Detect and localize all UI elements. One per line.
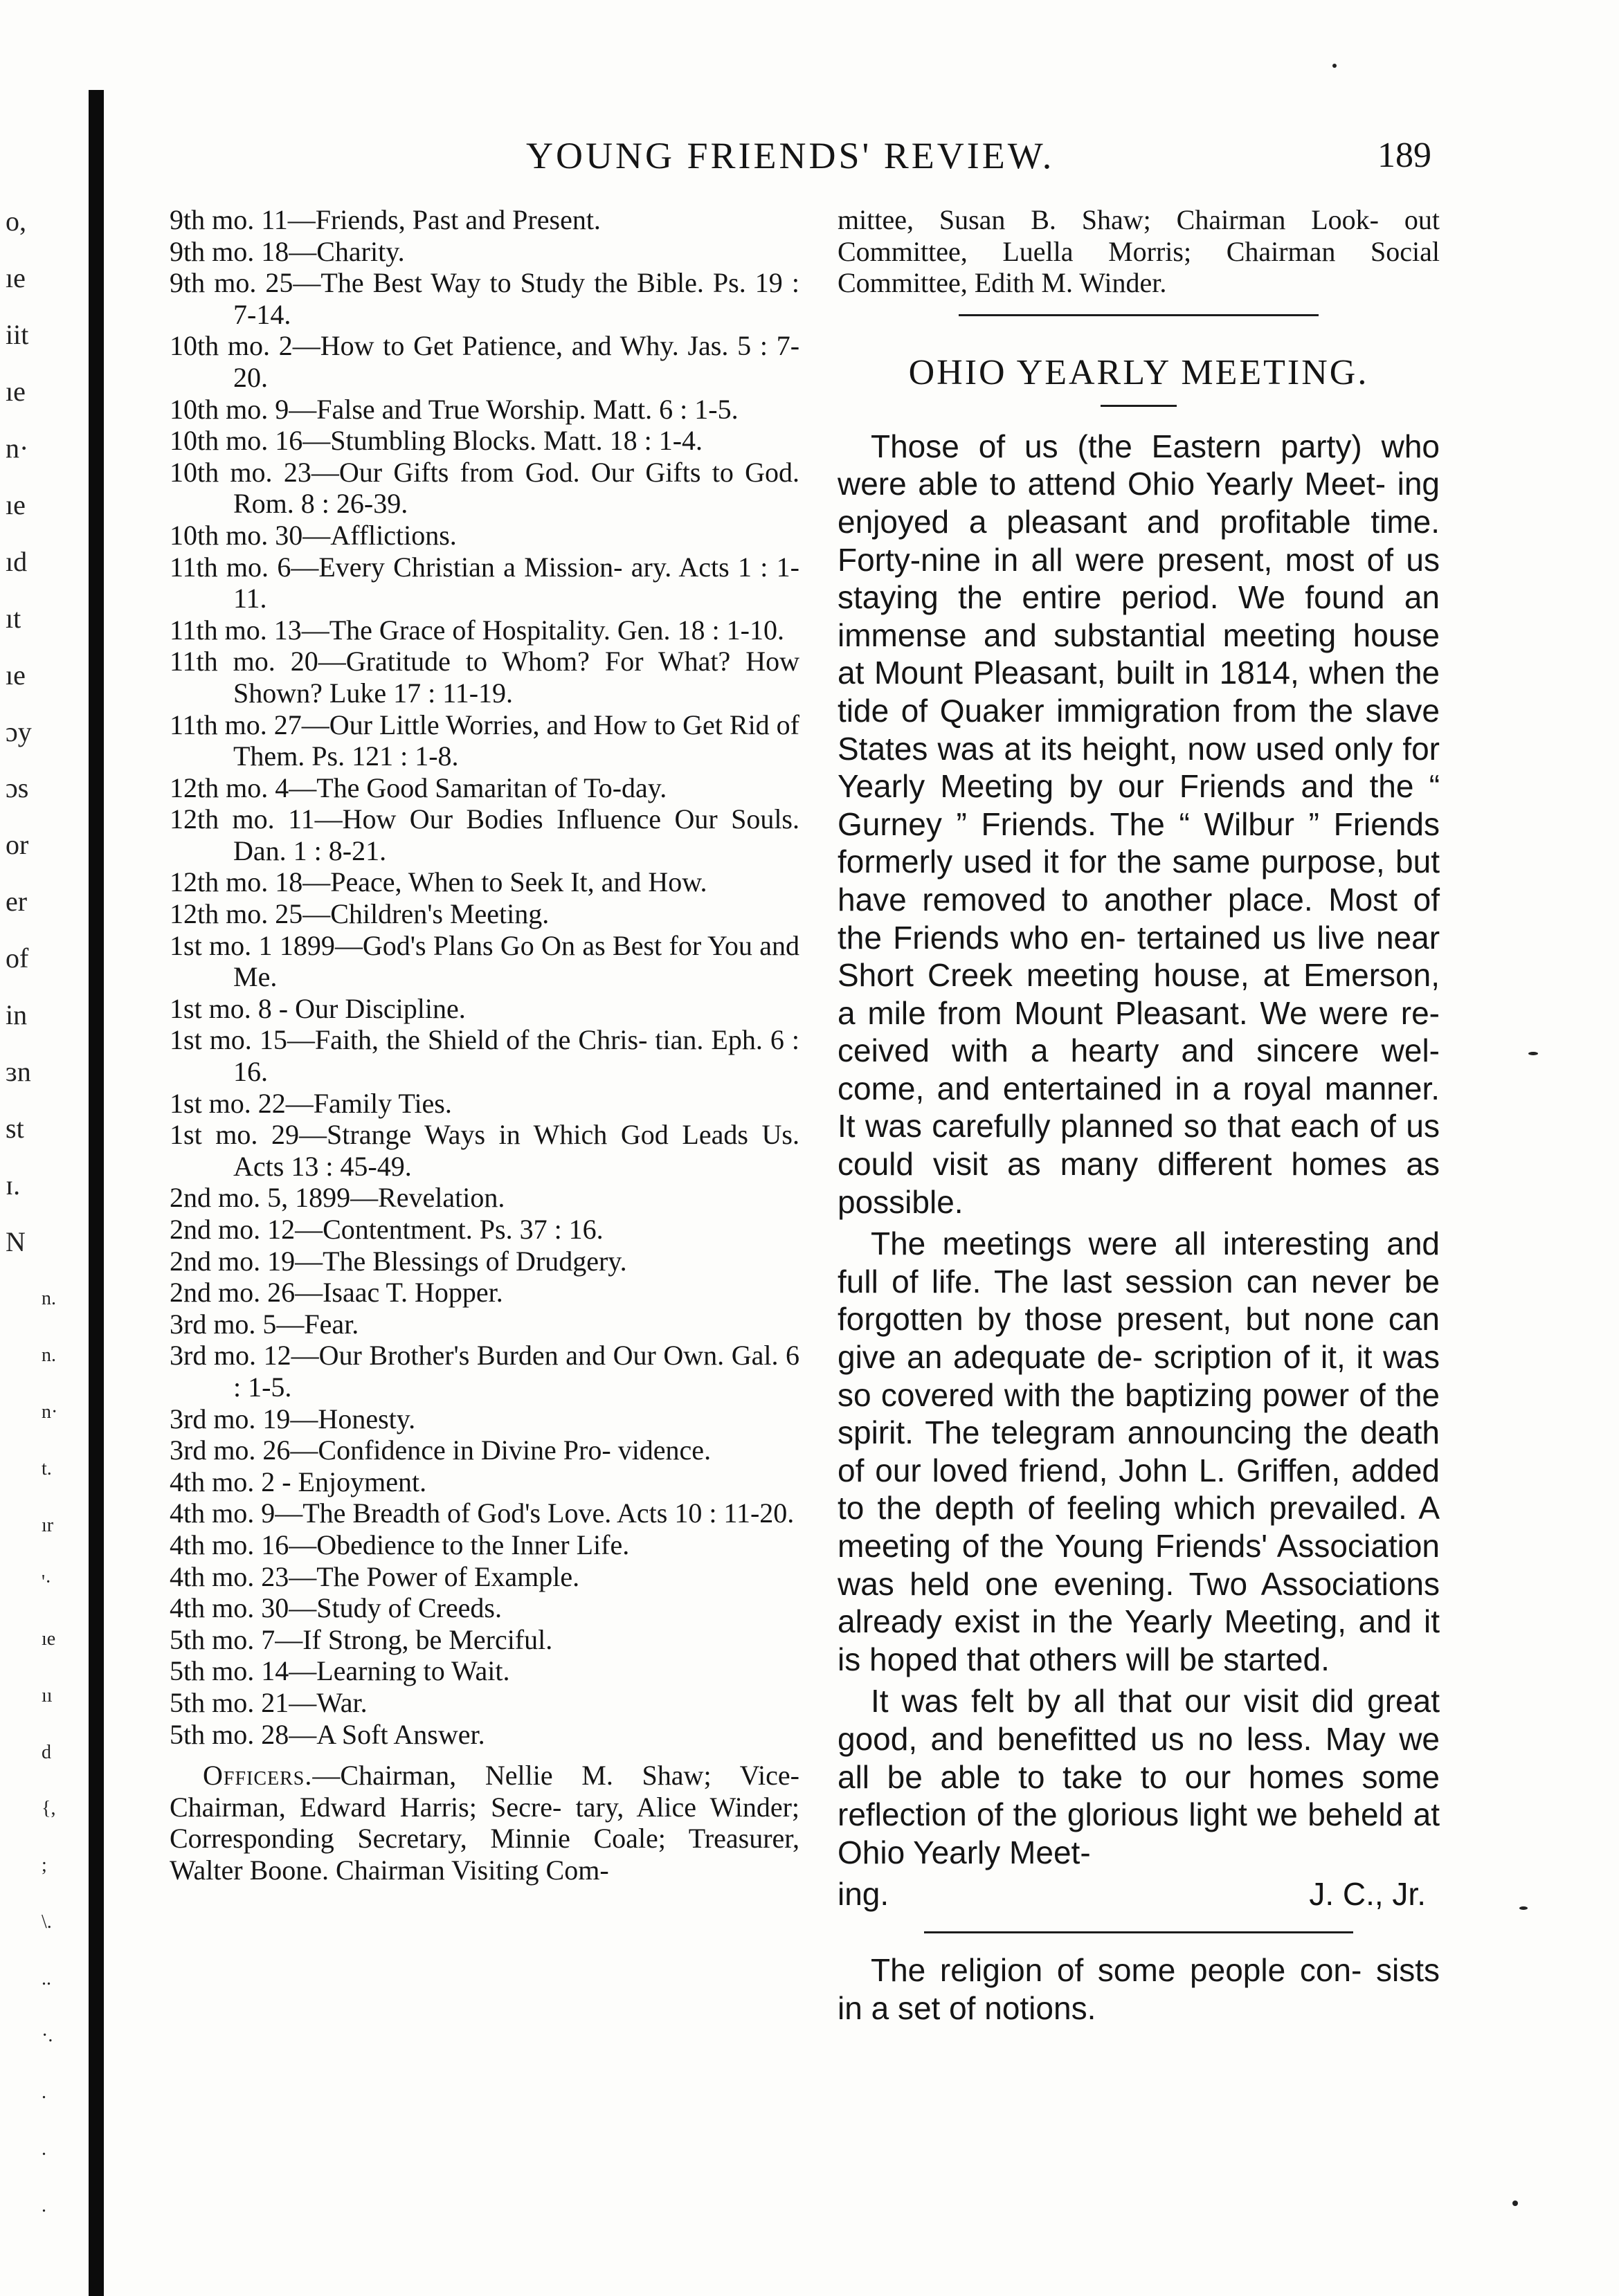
- paragraph-line: Meeting by our Friends and the: [940, 768, 1414, 805]
- topic-line: 1st mo. 22—Family Ties.: [170, 1087, 452, 1119]
- topic-entry: [170, 520, 799, 552]
- paragraph-line: tertained us live near Short Creek: [838, 919, 1440, 994]
- topic-entry: [170, 204, 799, 236]
- officers-paragraph: [170, 1760, 799, 1886]
- scan-speck: [1519, 1906, 1528, 1910]
- topic-entry: [170, 1024, 799, 1087]
- topic-line: 10th mo. 30—Afflictions.: [170, 519, 457, 551]
- continuation-line: out Committee, Luella Morris; Chairman: [838, 204, 1440, 267]
- paragraph-line: ing enjoyed a pleasant and profitable: [838, 466, 1440, 540]
- topic-line: 10th mo. 16—Stumbling Blocks. Matt.: [170, 425, 603, 457]
- topic-list: [170, 204, 799, 1750]
- topic-line: 18 : 1-4.: [609, 425, 703, 457]
- paragraph-line: place. Most of the Friends who en-: [838, 881, 1440, 956]
- topic-line: 2nd mo. 5, 1899—Revelation.: [170, 1182, 505, 1214]
- topic-line: 5th mo. 14—Learning to Wait.: [170, 1655, 510, 1687]
- paragraph-line: come, and entertained in a royal: [838, 1070, 1312, 1106]
- article-paragraph: [838, 1682, 1440, 1871]
- topic-line: 2nd mo. 19—The Blessings of Drudgery.: [170, 1245, 627, 1277]
- officers-line: Secretary, Minnie Coale; Treasurer,: [357, 1823, 799, 1855]
- topic-line: 4th mo. 9—The Breadth of God's Love.: [170, 1497, 612, 1529]
- paragraph-line: telegram announcing the death of our: [838, 1414, 1440, 1488]
- bleed-fragment: ɔy: [6, 716, 32, 747]
- topic-line: tian. Eph. 6 : 16.: [233, 1024, 799, 1088]
- topic-line: Our Own. Gal. 6 : 1-5.: [233, 1340, 800, 1403]
- bleed-fragment: ɪ.: [6, 1169, 21, 1201]
- topic-line: 11th mo. 20—Gratitude to Whom? For: [170, 646, 644, 677]
- bleed-fragment: {,: [42, 1798, 56, 1819]
- bleed-fragment: ɔs: [6, 772, 29, 803]
- page-number: 189: [1377, 136, 1431, 175]
- officers-continuation: [838, 204, 1440, 299]
- topic-line: Gen. 18 : 1-10.: [617, 614, 784, 646]
- topic-entry: [170, 1466, 799, 1498]
- bleed-fragment: ıe: [6, 262, 26, 293]
- topic-line: Leads Us. Acts 13 : 45-49.: [233, 1119, 799, 1182]
- bleed-fragment: of: [6, 942, 29, 974]
- author-signature: J. C., Jr.: [1309, 1876, 1426, 1913]
- topic-entry: [170, 267, 799, 330]
- paragraph-line: Yearly Meeting, and it is hoped that: [838, 1603, 1440, 1677]
- topic-line: and How.: [601, 866, 707, 898]
- paragraph-line: from Mount Pleasant. We were re-: [938, 994, 1440, 1031]
- paragraph-line: purpose, but have removed to another: [838, 844, 1440, 918]
- topic-line: 1-8.: [415, 740, 459, 772]
- paragraph-line: The meetings were all interesting: [871, 1226, 1370, 1262]
- aphorism-line: sists in a set of notions.: [838, 1951, 1440, 2026]
- paragraph-line: most of us staying the entire period.: [838, 541, 1440, 616]
- paragraph-line: light we beheld at Ohio Yearly Meet-: [838, 1796, 1440, 1870]
- bleed-fragment: .: [42, 2195, 46, 2216]
- article-column: [838, 204, 1440, 2031]
- bleed-fragment: .: [42, 2138, 46, 2160]
- bleed-fragment: ıe: [42, 1628, 56, 1650]
- bleed-fragment: ..: [42, 1968, 51, 1989]
- paragraph-line: at its height, now used only for Yearly: [838, 730, 1440, 805]
- paragraph-line: homes some reflection of the glorious: [838, 1758, 1440, 1833]
- topic-line: 10th mo. 23—Our Gifts from God. Our: [170, 456, 635, 488]
- topic-line: 12th mo. 11—How Our Bodies Influence: [170, 803, 661, 835]
- bleed-fragment: ;: [42, 1855, 47, 1876]
- topic-line: 1st mo. 29—Strange Ways in Which God: [170, 1119, 669, 1151]
- topic-line: 11th mo. 6—Every Christian a Mission-: [170, 551, 623, 583]
- paragraph-line: never be forgotten by those present,: [838, 1263, 1440, 1338]
- topic-line: 10th mo. 2—How to Get Patience, and: [170, 330, 612, 362]
- topic-entry: [170, 614, 799, 646]
- topic-entry: [170, 1340, 799, 1403]
- bleed-fragment: st: [6, 1113, 24, 1144]
- paragraph-line: time. Forty-nine in all were present,: [838, 503, 1440, 578]
- topic-entry: [170, 236, 799, 268]
- paragraph-line: that each of us could visit as many: [838, 1108, 1440, 1183]
- section-divider: [959, 314, 1319, 316]
- closing-aphorism: [838, 1951, 1440, 2027]
- paragraph-line: were able to attend Ohio Yearly Meet-: [838, 466, 1386, 502]
- topic-line: Bible. Ps. 19 : 7-14.: [233, 267, 800, 330]
- topic-entry: [170, 803, 799, 866]
- paragraph-line: Friends formerly used it for the same: [838, 805, 1440, 880]
- topic-line: 1st mo. 8 - Our Discipline.: [170, 992, 466, 1024]
- paragraph-line: “ Gurney ” Friends. The “ Wilbur ”: [838, 768, 1440, 842]
- paragraph-line: and full of life. The last session can: [838, 1226, 1440, 1300]
- last-line: ing.: [838, 1876, 889, 1913]
- paragraph-line: different homes as possible.: [838, 1146, 1440, 1220]
- topic-line: To-day.: [584, 772, 667, 803]
- topic-line: 9th mo. 18—Charity.: [170, 235, 405, 267]
- topic-line: 1st mo. 15—Faith, the Shield of the Chris-: [170, 1024, 648, 1056]
- bleed-fragment: ır: [42, 1515, 54, 1536]
- topic-entry: [170, 1309, 799, 1340]
- officers-label: Officers.: [203, 1760, 313, 1792]
- bleed-fragment: or: [6, 829, 29, 860]
- topic-line: 4th mo. 2 - Enjoyment.: [170, 1466, 427, 1497]
- topic-entry: [170, 930, 799, 993]
- topic-entry: [170, 1214, 799, 1246]
- topic-entry: [170, 1561, 799, 1593]
- bleed-fragment: er: [6, 886, 28, 917]
- paragraph-line: ceived with a hearty and sincere wel-: [838, 1032, 1440, 1069]
- topic-entry: [170, 1529, 799, 1561]
- topic-entry: [170, 1119, 799, 1182]
- topic-line: 5th mo. 7—If Strong, be Merciful.: [170, 1623, 553, 1655]
- topic-entry: [170, 1624, 799, 1656]
- paragraph-line: May we all be able to take to our: [838, 1720, 1440, 1795]
- topic-line: 3rd mo. 26—Confidence in Divine Pro-: [170, 1434, 611, 1466]
- scan-speck: [1528, 1052, 1538, 1055]
- topic-entry: [170, 1497, 799, 1529]
- bleed-fragment: ɜn: [6, 1056, 31, 1087]
- bleed-fragment: ıe: [6, 659, 26, 691]
- bleed-fragment: n.: [42, 1345, 56, 1366]
- paragraph-line: We found an immense and substantial: [838, 579, 1440, 653]
- topic-line: 9th mo. 25—The Best Way to Study the: [170, 267, 628, 299]
- topic-line: Matt. 6 : 1-5.: [593, 393, 739, 425]
- officers-line: —Chairman, Nellie M. Shaw;: [312, 1760, 712, 1792]
- topic-entry: [170, 646, 799, 709]
- bleed-fragment: n·: [42, 1401, 58, 1423]
- paragraph-line: others will be started.: [1029, 1641, 1330, 1677]
- scan-speck: [1512, 2201, 1518, 2206]
- topic-line: 12th mo. 4—The Good Samaritan of: [170, 772, 577, 803]
- topic-line: 2nd mo. 26—Isaac T. Hopper.: [170, 1277, 503, 1309]
- paragraph-line: scription of it, it was so covered with: [838, 1339, 1440, 1413]
- officers-line: Vice-Chairman, Edward Harris; Secre-: [170, 1760, 799, 1823]
- paragraph-line: manner. It was carefully planned so: [838, 1070, 1440, 1145]
- topic-line: Acts 10 : 11-20.: [617, 1497, 795, 1529]
- topic-entry: [170, 1088, 799, 1120]
- bleed-fragment: '·: [42, 1571, 52, 1593]
- topic-entry: [170, 1592, 799, 1624]
- topic-line: 3rd mo. 5—Fear.: [170, 1308, 359, 1340]
- topic-entry: [170, 457, 799, 520]
- bleed-fragment: in: [6, 999, 28, 1030]
- section-heading: OHIO YEARLY MEETING.: [908, 352, 1369, 392]
- topic-line: 5th mo. 28—A Soft Answer.: [170, 1718, 485, 1750]
- bleed-fragment: ıe: [6, 489, 26, 520]
- bleed-fragment: ıd: [6, 546, 28, 577]
- topic-line: 3rd mo. 12—Our Brother's Burden and: [170, 1340, 606, 1372]
- paragraph-line: Association was held one evening.: [838, 1528, 1440, 1602]
- topic-line: Gifts to God. Rom. 8 : 26-39.: [233, 456, 800, 520]
- facing-page-bleed-through: [0, 208, 76, 2284]
- bleed-fragment: ıe: [6, 376, 26, 407]
- bleed-fragment: ıt: [6, 603, 21, 634]
- paragraph-line: the depth of feeling which prevailed.: [877, 1490, 1407, 1527]
- topic-entry: [170, 425, 799, 457]
- topic-line: 12th mo. 25—Children's Meeting.: [170, 898, 550, 930]
- paragraph-line: meeting house, at Emerson, a mile: [838, 957, 1440, 1031]
- topic-entry: [170, 1246, 799, 1277]
- topic-line: 1st mo. 1 1899—God's Plans Go On as: [170, 929, 606, 961]
- topic-line: 4th mo. 30—Study of Creeds.: [170, 1592, 502, 1624]
- heading-rule: [1101, 405, 1177, 407]
- bleed-fragment: ·.: [42, 2025, 53, 2046]
- paragraph-line: immigration from the slave States was: [838, 692, 1440, 767]
- article-paragraph: [838, 1225, 1440, 1678]
- paragraph-line: loved friend, John L. Griffen, added to: [838, 1452, 1440, 1527]
- bleed-fragment: n·: [6, 432, 29, 464]
- topic-entry: [170, 1403, 799, 1435]
- topic-line: How to Get Rid of Them. Ps. 121 :: [233, 709, 800, 772]
- topic-entry: [170, 1655, 799, 1687]
- section-divider: [924, 1931, 1353, 1933]
- article-paragraph: [838, 428, 1440, 1221]
- topic-entry: [170, 898, 799, 930]
- topic-entry: [170, 709, 799, 772]
- topic-entry: [170, 1182, 799, 1214]
- paragraph-line: the baptizing power of the spirit. The: [838, 1376, 1440, 1451]
- topic-entry: [170, 1719, 799, 1751]
- topic-line: 5th mo. 21—War.: [170, 1686, 368, 1718]
- topic-line: 11th mo. 13—The Grace of Hospitality.: [170, 614, 610, 646]
- aphorism-line: The religion of some people con-: [871, 1951, 1362, 1988]
- topic-line: vidence.: [617, 1434, 712, 1466]
- bleed-fragment: N: [6, 1226, 26, 1257]
- topic-line: 10th mo. 9—False and True Worship.: [170, 393, 586, 425]
- bleed-fragment: t.: [42, 1458, 52, 1479]
- bleed-fragment: .: [42, 2081, 46, 2103]
- bleed-fragment: o,: [6, 206, 26, 237]
- paragraph-line: great good, and benefitted us no less.: [838, 1683, 1440, 1757]
- programme-column: [170, 204, 799, 1886]
- paragraph-line: Two Associations already exist in the: [838, 1565, 1440, 1640]
- topic-line: Why. Jas. 5 : 7-20.: [233, 330, 800, 393]
- topic-entry: [170, 394, 799, 426]
- topic-line: 11-19.: [442, 677, 514, 709]
- binding-edge-shadow: [89, 90, 104, 2296]
- topic-line: 9th mo. 11—Friends, Past and Present.: [170, 204, 601, 235]
- topic-line: 2nd mo. 12—Contentment. Ps. 37 : 16.: [170, 1214, 604, 1245]
- paragraph-line: Those of us (the Eastern party) who: [871, 428, 1440, 464]
- continuation-line: Social Committee, Edith M. Winder.: [838, 235, 1440, 299]
- topic-line: What? How Shown? Luke 17 :: [233, 646, 800, 709]
- bleed-fragment: ıı: [42, 1685, 53, 1706]
- topic-entry: [170, 1277, 799, 1309]
- topic-line: 4th mo. 23—The Power of Example.: [170, 1560, 580, 1592]
- topic-entry: [170, 552, 799, 614]
- topic-entry: [170, 330, 799, 393]
- continuation-line: mittee, Susan B. Shaw; Chairman Look-: [838, 204, 1380, 235]
- paragraph-line: meeting house at Mount Pleasant,: [838, 617, 1440, 691]
- paragraph-line: A meeting of the Young Friends': [838, 1490, 1440, 1564]
- bleed-fragment: \.: [42, 1911, 52, 1933]
- running-title: YOUNG FRIENDS' REVIEW.: [526, 135, 1055, 176]
- topic-line: ary. Acts 1 : 1-11.: [233, 551, 799, 614]
- bleed-fragment: d: [42, 1742, 51, 1763]
- officers-line: tary, Alice Winder; Corresponding: [170, 1791, 800, 1855]
- paragraph-line: built in 1814, when the tide of Quaker: [838, 655, 1440, 729]
- signoff-row: [838, 1875, 1440, 1913]
- topic-entry: [170, 1434, 799, 1466]
- bleed-fragment: n.: [42, 1288, 56, 1309]
- topic-entry: [170, 866, 799, 898]
- topic-line: 12th mo. 18—Peace, When to Seek It,: [170, 866, 595, 898]
- topic-entry: [170, 772, 799, 804]
- paragraph-line: It was felt by all that our visit did: [871, 1683, 1355, 1720]
- topic-line: Our Souls. Dan. 1 : 8-21.: [233, 803, 799, 866]
- topic-line: 4th mo. 16—Obedience to the Inner Life.: [170, 1529, 630, 1560]
- topic-entry: [170, 1687, 799, 1719]
- topic-line: 11th mo. 27—Our Little Worries, and: [170, 709, 587, 740]
- scan-speck: [1332, 64, 1337, 68]
- topic-entry: [170, 993, 799, 1025]
- officers-line: Walter Boone. Chairman Visiting Com-: [170, 1854, 609, 1886]
- bleed-fragment: iit: [6, 319, 29, 350]
- paragraph-line: but none can give an adequate de-: [838, 1301, 1440, 1376]
- topic-line: 3rd mo. 19—Honesty.: [170, 1403, 416, 1434]
- article-body: [838, 428, 1440, 1872]
- topic-line: Best for You and Me.: [233, 929, 800, 993]
